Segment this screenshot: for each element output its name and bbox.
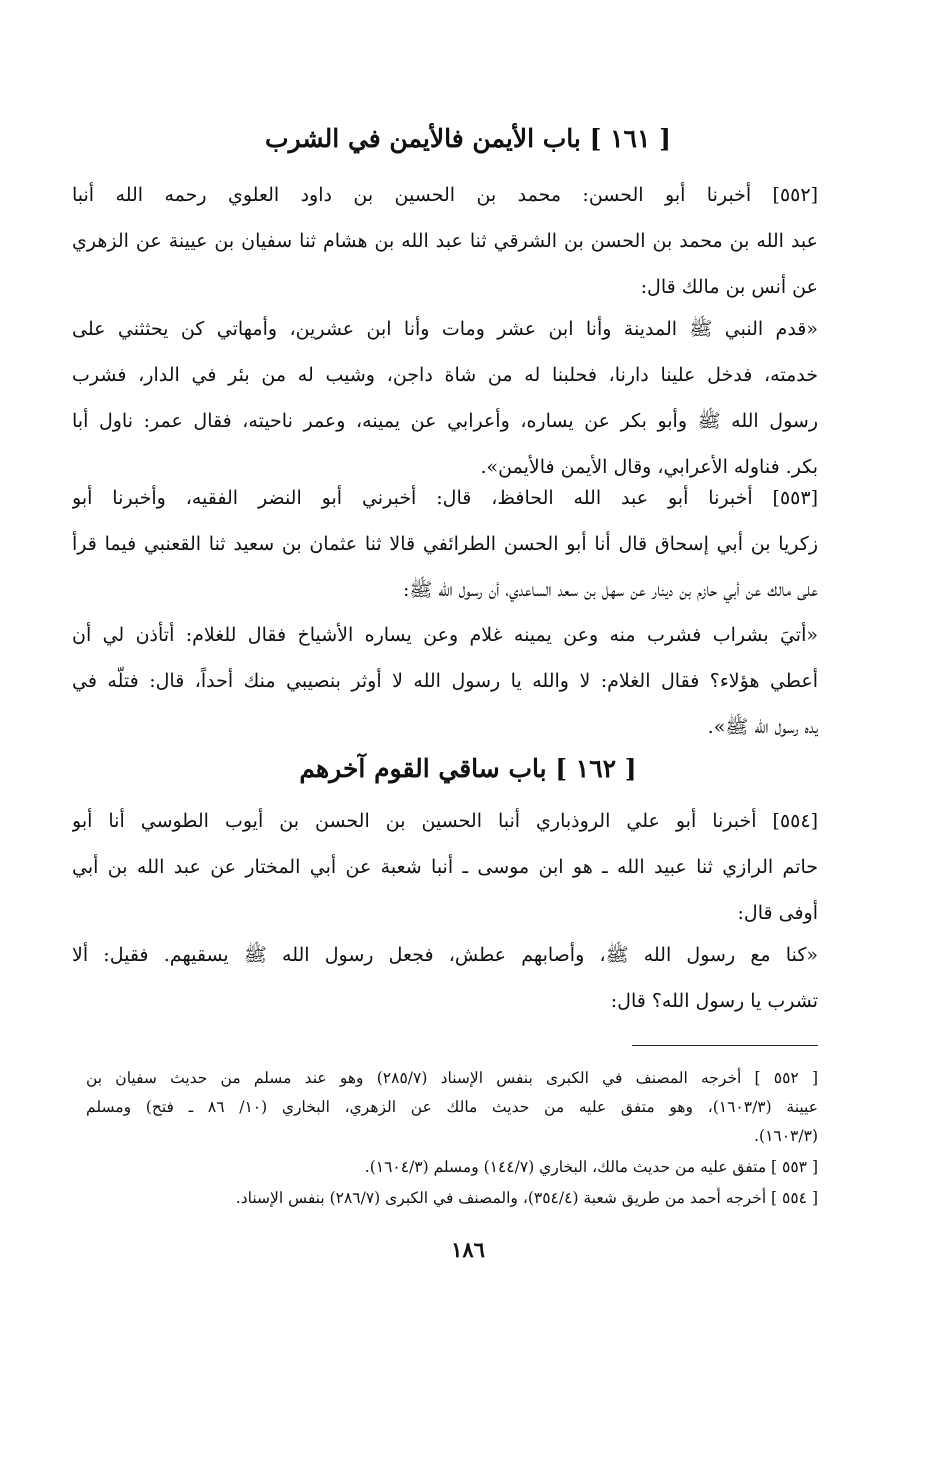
- text-line: على مالك عن أبي حازم بن دينار عن سهل بن سعد الساعدي، أن رسول الله ﷺ:: [403, 579, 818, 601]
- text-line: [٥٥٢] أخبرنا أبو الحسن: محمد بن الحسين بن داود العلوي رحمه الله أنبا: [72, 184, 818, 206]
- page-number: ١٨٦: [451, 1237, 485, 1262]
- text-line: «أتيَ بشراب فشرب منه وعن يمينه غلام وعن يساره الأشياخ فقال للغلام: أتأذن لي أن: [72, 624, 818, 646]
- footnote-554: [86, 1184, 818, 1213]
- footnote-line: [ ٥٥٤ ] أخرجه أحمد من طريق شعبة (٣٥٤/٤)، والمصنف في الكبرى (٢٨٦/٧) بنفس الإسناد.: [235, 1189, 818, 1207]
- footnote-line: [ ٥٥٢ ] أخرجه المصنف في الكبرى بنفس الإسناد (٢٨٥/٧) وهو عند مسلم من حديث سفيان بن: [86, 1069, 818, 1087]
- text-line: أوفى قال:: [737, 902, 818, 924]
- text-line: حاتم الرازي ثنا عبيد الله ـ هو ابن موسى ـ أنبا شعبة عن أبي المختار عن عبد الله بن أبي: [72, 856, 818, 878]
- text-line: [٥٥٤] أخبرنا أبو علي الروذباري أنبا الحسين بن الحسن بن أيوب الطوسي أنا أبو: [72, 810, 818, 832]
- text-line: تشرب يا رسول الله؟ قال:: [610, 990, 818, 1012]
- text-line: أعطي هؤلاء؟ فقال الغلام: لا والله يا رسول الله لا أوثر بنصيبي منك أحداً، قال: فتلّه في: [72, 670, 818, 692]
- paragraph-552-isnad: [72, 172, 818, 310]
- text-line: رسول الله ﷺ وأبو بكر عن يساره، وأعرابي عن يمينه، وعمر ناحيته، فقال عمر: ناول أبا: [72, 410, 818, 432]
- section-heading-162: [ ١٦٢ ] باب ساقي القوم آخرهم: [299, 754, 637, 783]
- footnote-line: [ ٥٥٣ ] متفق عليه من حديث مالك، البخاري (١٤٤/٧) ومسلم (١٦٠٤/٣).: [364, 1158, 818, 1176]
- footnote-line: عيينة (١٦٠٣/٣)، وهو متفق عليه من حديث مالك عن الزهري، البخاري (١٠/ ٨٦ ـ فتح) ومسلم: [86, 1098, 818, 1116]
- footnote-553: [86, 1153, 818, 1182]
- text-line: خدمته، فدخل علينا دارنا، فحلبنا له من شاة داجن، وشيب له من بئر في الدار، فشرب: [72, 364, 818, 386]
- text-line: [٥٥٣] أخبرنا أبو عبد الله الحافظ، قال: أخبرني أبو النضر الفقيه، وأخبرنا أبو: [72, 487, 818, 509]
- paragraph-553-isnad: [72, 475, 818, 613]
- footnote-line: (١٦٠٣/٣).: [754, 1127, 818, 1145]
- footnote-separator: [632, 1045, 818, 1046]
- text-line: عن أنس بن مالك قال:: [640, 276, 818, 298]
- footnote-552: [86, 1064, 818, 1151]
- text-line: عبد الله بن محمد بن الحسن بن الشرقي ثنا عبد الله بن هشام ثنا سفيان بن عيينة عن الزهري: [72, 230, 818, 252]
- text-line: بكر. فناوله الأعرابي، وقال الأيمن فالأيمن».: [480, 456, 818, 478]
- text-line: «قدم النبي ﷺ المدينة وأنا ابن عشر ومات وأنا ابن عشرين، وأمهاتي كن يحثثني على: [72, 318, 818, 340]
- text-line: يده رسول الله ﷺ».: [707, 716, 818, 738]
- paragraph-553-matn: [72, 612, 818, 750]
- text-line: زكريا بن أبي إسحاق قال أنا أبو الحسن الطرائفي قالا ثنا عثمان بن سعيد ثنا القعنبي فيما قرأ: [72, 533, 818, 555]
- paragraph-554-matn: [72, 932, 818, 1024]
- text-line: «كنا مع رسول الله ﷺ، وأصابهم عطش، فجعل رسول الله ﷺ يسقيهم. فقيل: ألا: [72, 944, 818, 966]
- section-heading-161: [ ١٦١ ] باب الأيمن فالأيمن في الشرب: [265, 124, 671, 153]
- paragraph-552-matn: [72, 306, 818, 490]
- paragraph-554-isnad: [72, 798, 818, 936]
